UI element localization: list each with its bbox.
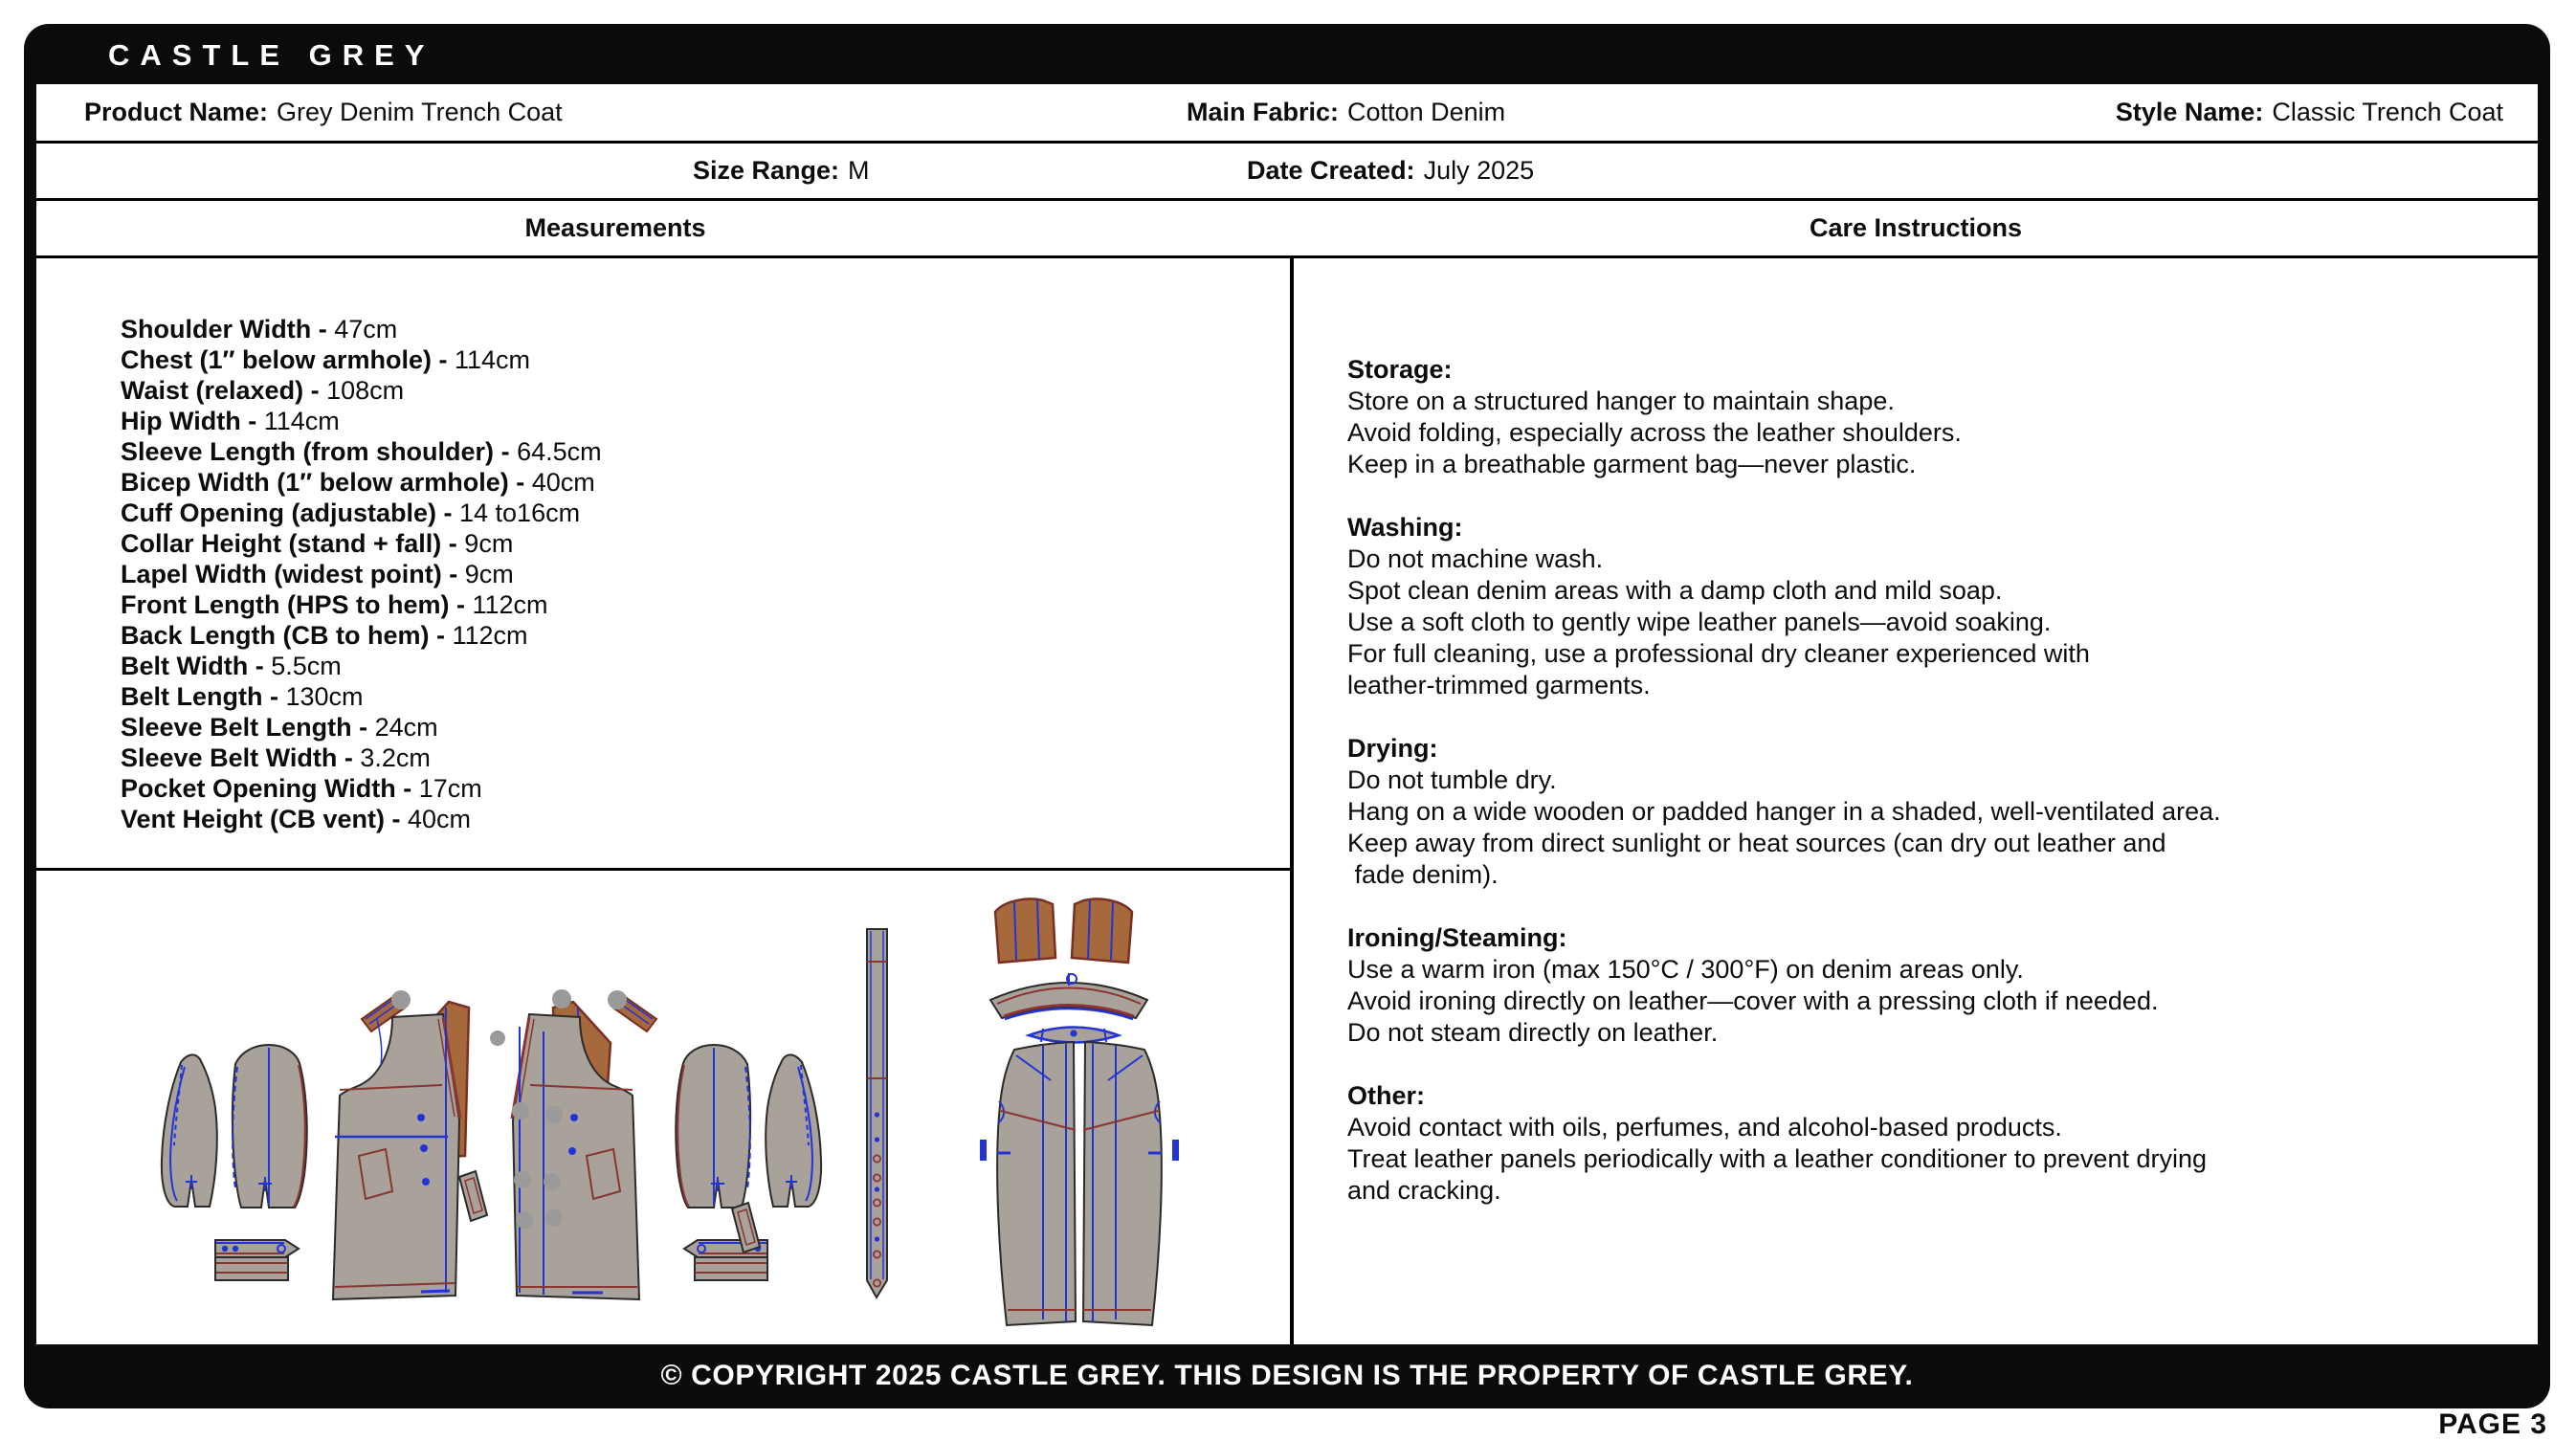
measurements-column (36, 258, 1290, 1344)
measurement-label: Shoulder Width (121, 315, 312, 344)
care-line: and cracking. (1347, 1176, 1501, 1205)
measurement-value: 108cm (326, 376, 405, 405)
care-line: Treat leather panels periodically with a leather conditioner to prevent drying (1347, 1144, 2208, 1173)
measurement-row (121, 528, 1290, 559)
care-line: Avoid ironing directly on leather—cover with a pressing cloth if needed. (1347, 987, 2159, 1015)
under-sleeve-piece (162, 1054, 217, 1207)
cuff-strap (215, 1240, 299, 1280)
measurement-row (121, 498, 1290, 528)
care-line: fade denim). (1347, 860, 1499, 889)
care-section (1347, 1080, 2499, 1207)
measurement-row (121, 375, 1290, 406)
epaulette-right (608, 990, 656, 1031)
content-area (36, 258, 2538, 1344)
measurement-label: Sleeve Belt Length (121, 713, 352, 742)
document-frame (24, 24, 2550, 1408)
care-line: For full cleaning, use a professional dry cleaner experienced with (1347, 639, 2090, 668)
sleeve-and-cuff-set (162, 1045, 307, 1280)
measurement-label: Sleeve Length (from shoulder) (121, 437, 495, 466)
care-column (1294, 258, 2538, 1344)
measurement-value: 114cm (263, 407, 340, 435)
measurement-label: Collar Height (stand + fall) (121, 529, 442, 558)
main-fabric-label: Main Fabric: (1187, 98, 1340, 126)
measurement-separator: - (494, 437, 518, 466)
measurement-label: Vent Height (CB vent) (121, 805, 386, 833)
measurement-separator: - (240, 407, 264, 435)
style-name-value: Classic Trench Coat (2272, 98, 2503, 126)
care-line: Store on a structured hanger to maintain shape. (1347, 387, 1895, 415)
date-created-field (1247, 144, 1534, 198)
measurement-value: 24cm (374, 713, 438, 742)
waist-belt (867, 929, 887, 1297)
leather-yoke-pair-right (995, 899, 1132, 964)
measurement-value: 64.5cm (517, 437, 602, 466)
care-line: Spot clean denim areas with a damp cloth and mild soap. (1347, 576, 2003, 605)
measurement-row (121, 344, 1290, 375)
measurement-separator: - (262, 682, 286, 711)
measurement-value: 40cm (531, 468, 595, 497)
product-name-value: Grey Denim Trench Coat (277, 98, 563, 126)
care-line: Keep away from direct sunlight or heat sources (can dry out leather and (1347, 829, 2166, 857)
front-panel-right (490, 989, 639, 1299)
measurement-separator: - (508, 468, 532, 497)
care-line: Avoid contact with oils, perfumes, and alcohol-based products. (1347, 1113, 2062, 1142)
care-section-heading: Ironing/Steaming: (1347, 923, 1567, 952)
measurement-value: 9cm (464, 529, 514, 558)
care-line: Use a soft cloth to gently wipe leather panels—avoid soaking. (1347, 608, 2052, 636)
product-name-label: Product Name: (84, 98, 269, 126)
measurement-label: Hip Width (121, 407, 241, 435)
measurement-separator: - (337, 743, 361, 772)
measurement-value: 5.5cm (271, 652, 342, 680)
measurement-row (121, 712, 1290, 743)
measurement-row (121, 559, 1290, 589)
measurement-value: 112cm (452, 621, 528, 650)
care-section (1347, 354, 2499, 480)
care-line: Hang on a wide wooden or padded hanger in a shaded, well-ventilated area. (1347, 797, 2221, 826)
header-row-size (36, 144, 2538, 201)
measurement-value: 14 to16cm (459, 499, 581, 527)
measurement-separator: - (436, 499, 459, 527)
measurement-row (121, 589, 1290, 620)
care-section (1347, 512, 2499, 701)
measurement-separator: - (432, 345, 455, 374)
care-line: Use a warm iron (max 150°C / 300°F) on denim areas only. (1347, 955, 2024, 984)
measurement-separator: - (303, 376, 327, 405)
care-line: Avoid folding, especially across the leather shoulders. (1347, 418, 1962, 447)
main-fabric-value: Cotton Denim (1347, 98, 1506, 126)
collar-piece (990, 973, 1147, 1019)
size-range-field (693, 144, 870, 198)
measurement-separator: - (351, 713, 375, 742)
main-fabric-field (1187, 84, 1505, 141)
measurement-value: 112cm (472, 590, 548, 619)
care-section-heading: Washing: (1347, 513, 1463, 542)
measurement-separator: - (395, 774, 419, 803)
measurement-label: Waist (relaxed) (121, 376, 304, 405)
measurement-label: Front Length (HPS to hem) (121, 590, 450, 619)
measurement-value: 17cm (418, 774, 482, 803)
measurement-value: 3.2cm (360, 743, 431, 772)
measurement-separator: - (441, 560, 465, 588)
measurement-row (121, 773, 1290, 804)
measurement-value: 130cm (285, 682, 364, 711)
measurement-separator: - (449, 590, 473, 619)
belt-loop-left (459, 1171, 487, 1221)
measurement-separator: - (248, 652, 272, 680)
measurement-separator: - (429, 621, 453, 650)
care-line: Do not machine wash. (1347, 544, 1604, 573)
care-title: Care Instructions (1809, 213, 2023, 242)
care-section (1347, 922, 2499, 1049)
measurement-row (121, 743, 1290, 773)
measurement-row (121, 804, 1290, 834)
measurement-separator: - (441, 529, 465, 558)
measurement-value: 114cm (455, 345, 531, 374)
care-section (1347, 733, 2499, 891)
measurement-label: Pocket Opening Width (121, 774, 396, 803)
section-title-row (36, 201, 2538, 258)
care-line: Keep in a breathable garment bag—never plastic. (1347, 450, 1917, 478)
measurements-list (36, 258, 1290, 871)
size-range-value: M (848, 156, 870, 185)
style-name-field (2116, 84, 2503, 141)
measurement-separator: - (385, 805, 409, 833)
care-section-heading: Storage: (1347, 355, 1453, 384)
document-body (36, 84, 2538, 1344)
measurement-value: 9cm (464, 560, 514, 588)
brand-title: CASTLE GREY (108, 38, 435, 72)
measurement-label: Belt Width (121, 652, 249, 680)
measurement-row (121, 651, 1290, 681)
care-section-heading: Other: (1347, 1081, 1425, 1110)
measurement-label: Cuff Opening (adjustable) (121, 499, 436, 527)
measurement-label: Lapel Width (widest point) (121, 560, 442, 588)
measurement-label: Chest (1″ below armhole) (121, 345, 432, 374)
page-number: PAGE 3 (2438, 1408, 2547, 1440)
measurement-label: Bicep Width (1″ below armhole) (121, 468, 509, 497)
measurement-row (121, 406, 1290, 436)
back-panel (980, 1042, 1076, 1325)
header-row-product (36, 84, 2538, 144)
measurements-title: Measurements (524, 213, 706, 242)
style-name-label: Style Name: (2115, 98, 2264, 126)
measurement-separator: - (311, 315, 335, 344)
measurement-row (121, 681, 1290, 712)
size-range-label: Size Range: (693, 156, 840, 185)
care-line: Do not steam directly on leather. (1347, 1018, 1719, 1047)
measurement-row (121, 436, 1290, 467)
copyright-bar: © COPYRIGHT 2025 CASTLE GREY. THIS DESIGN IS THE PROPERTY OF CASTLE GREY. (660, 1360, 1914, 1391)
care-section-heading: Drying: (1347, 734, 1438, 763)
measurement-value: 47cm (334, 315, 398, 344)
care-line: Do not tumble dry. (1347, 765, 1557, 794)
measurement-row (121, 314, 1290, 344)
date-created-label: Date Created: (1247, 156, 1415, 185)
measurement-label: Sleeve Belt Width (121, 743, 338, 772)
measurement-row (121, 620, 1290, 651)
measurement-value: 40cm (408, 805, 472, 833)
front-panel-left (333, 1014, 460, 1299)
measurement-label: Back Length (CB to hem) (121, 621, 430, 650)
date-created-value: July 2025 (1423, 156, 1535, 185)
measurement-label: Belt Length (121, 682, 263, 711)
measurement-row (121, 467, 1290, 498)
product-name-field (84, 84, 563, 141)
care-instructions (1294, 258, 2538, 1207)
care-line: leather-trimmed garments. (1347, 671, 1651, 699)
pattern-illustration (36, 874, 1290, 1347)
